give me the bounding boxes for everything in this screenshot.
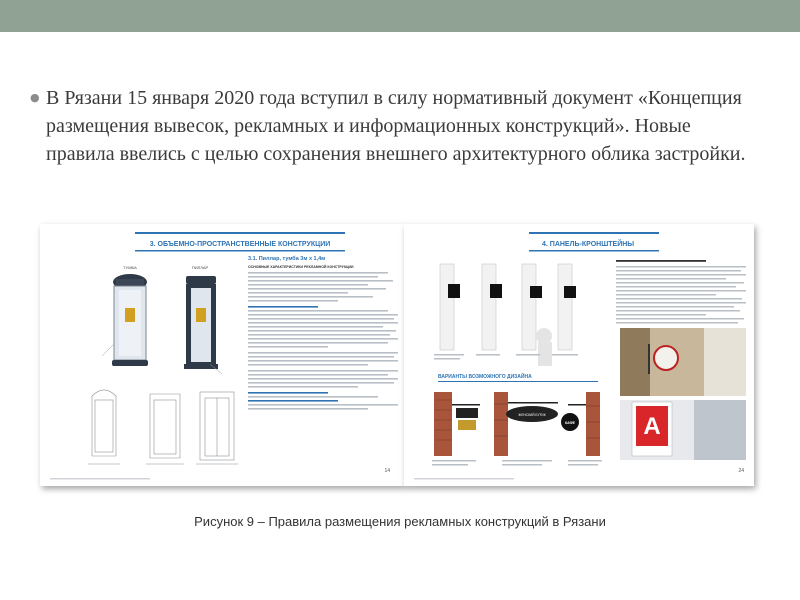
label-pillar: ПИЛЛАР [191, 265, 209, 270]
variants-title: ВАРИАНТЫ ВОЗМОЖНОГО ДИЗАЙНА [438, 374, 532, 380]
top-bar [0, 0, 800, 32]
footer-line [50, 478, 150, 480]
bank-letter: А [643, 413, 661, 440]
spec-text-lines [248, 272, 398, 410]
tumba-icon [112, 274, 148, 366]
brick-wall-right [561, 392, 600, 456]
page-number: 14 [384, 468, 390, 474]
figure-panel-brackets [404, 224, 754, 486]
photo-bracket-sign [620, 328, 746, 396]
bullet-icon: ● [30, 91, 40, 104]
bullet-item [30, 84, 750, 168]
bracket-columns [440, 264, 576, 366]
variant-captions [432, 460, 602, 466]
brick-wall-middle [494, 392, 558, 456]
bullet-text: В Рязани 15 января 2020 года вступил в силу нормативный документ «Концепция размещения вывесок, рекламных и информационных конструкций». Новые правила ввелись с целью сохранения внешнего архитектурного облика застройки. [46, 87, 746, 165]
section-title: 3. ОБЪЕМНО-ПРОСТРАНСТВЕННЫЕ КОНСТРУКЦИИ [149, 241, 331, 248]
spec-text-lines [616, 260, 746, 324]
page-number: 24 [738, 468, 744, 474]
column-captions [434, 354, 578, 360]
footer-line [414, 478, 514, 480]
photo-bank-sign [620, 400, 746, 460]
brick-wall-left [434, 392, 480, 456]
subsection-title: 3.1. Пиллар, тумба 3м х 1,4м [248, 256, 326, 262]
cafe-round-sign: КАФЕ [565, 421, 575, 425]
technical-drawings [88, 390, 238, 464]
label-tumba: ТУМБА [123, 265, 137, 270]
pillar-icon [184, 276, 218, 369]
main-characteristics-heading: ОСНОВНЫЕ ХАРАКТЕРИСТИКИ РЕКЛАМНОЙ КОНСТРУКЦИИ [248, 265, 354, 269]
boutique-sign-text: ЖЕНСКИЙ БУТИК [518, 413, 546, 417]
section-title: 4. ПАНЕЛЬ-КРОНШТЕЙНЫ [542, 241, 635, 248]
figure-caption: Рисунок 9 – Правила размещения рекламных конструкций в Рязани [194, 514, 606, 529]
figure-pillar-tumba [40, 224, 404, 486]
